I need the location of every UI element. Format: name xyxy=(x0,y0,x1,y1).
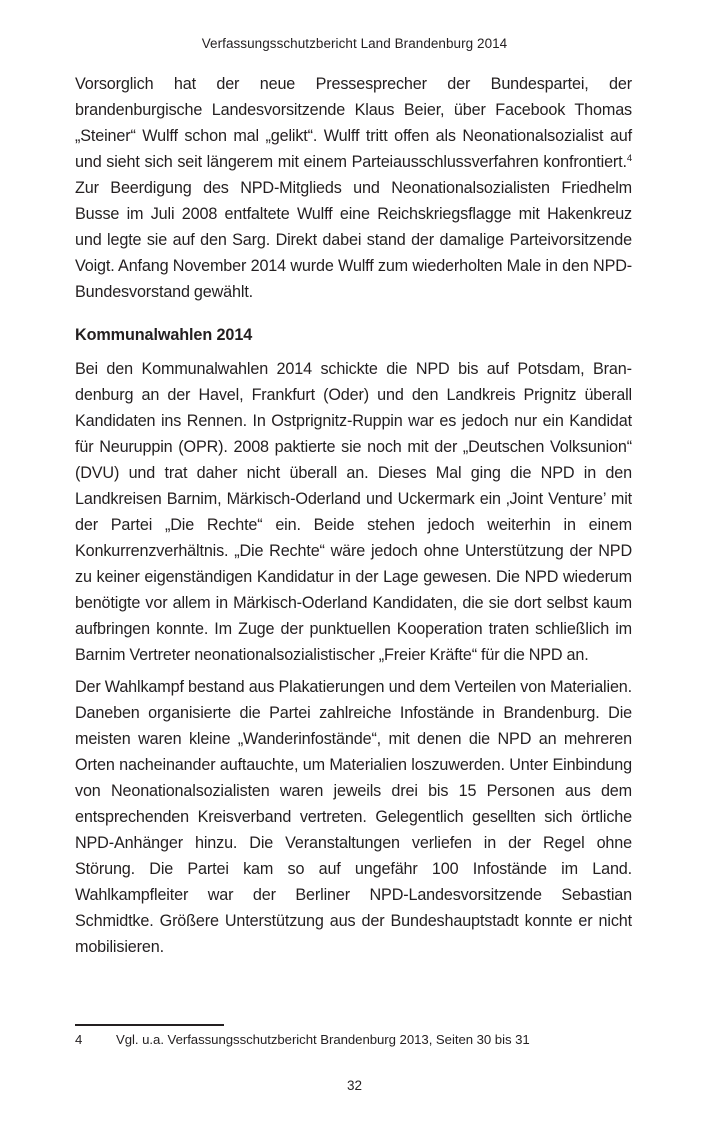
footnote-number: 4 xyxy=(75,1032,83,1047)
footnote xyxy=(75,1031,632,1049)
footnote-text: Vgl. u.a. Verfassungsschutzbericht Brandenburg 2013, Seiten 30 bis 31 xyxy=(116,1032,530,1047)
paragraph-wahlkampf: Der Wahlkampf bestand aus Plakatierungen und dem Verteilen von Materialien. Daneben organisierte die Partei zahlreiche Infostände in Brandenburg. Die meisten waren kleine „Wanderinfostände“, mit denen die NPD an mehreren Orten nacheinander auftauchte, um Materialien loszuwerden. Unter Einbindung von Neonationalsozialisten waren jeweils drei bis 15 Personen aus dem entsprechenden Kreisverband vertreten. Gelegentlich gesellten sich örtliche NPD-Anhänger hinzu. Die Veranstaltungen verliefen in der Regel ohne Störung. Die Partei kam so auf ungefähr 100 Infostände im Land. Wahlkampfleiter war der Berliner NPD-Landesvorsitzende Sebastian Schmidtke. Größere Unterstützung aus der Bundeshauptstadt konnte er nicht mobilisieren. xyxy=(75,678,632,956)
paragraph-wulff xyxy=(75,71,632,305)
paragraph-wulff-part2: Zur Beerdigung des NPD-Mitglieds und Neonationalsozialisten Friedhelm Busse im Juli 2008 entfaltete Wulff eine Reichskriegsflagge mit Hakenkreuz und legte sie auf den Sarg. Direkt dabei stand der damalige Parteivorsitzende Voigt. Anfang November 2014 wurde Wulff zum wiederholten Male in den NPD-Bundesvorstand gewählt. xyxy=(75,179,632,301)
page-number: 32 xyxy=(346,1078,363,1093)
footnote-divider xyxy=(75,1024,224,1026)
paragraph-kommunalwahlen: Bei den Kommunalwahlen 2014 schickte die NPD bis auf Potsdam, Brandenburg an der Havel, Frankfurt (Oder) und den Landkreis Prignitz überall Kandidaten ins Rennen. In Ostprignitz-Ruppin war es jedoch nur ein Kandidat für Neuruppin (OPR). 2008 paktierte sie noch mit der „Deutschen Volksunion“ (DVU) und trat daher nicht überall an. Dieses Mal ging die NPD in den Landkreisen Barnim, Märkisch-Oderland und Uckermark ein ‚Joint Venture’ mit der Partei „Die Rechte“ ein. Beide stehen jedoch weiterhin in einem Konkurrenzverhältnis. „Die Rechte“ wäre jedoch ohne Unterstützung der NPD zu keiner eigenständigen Kandidatur in der Lage gewesen. Die NPD wiederum benötigte vor allem in Märkisch-Oderland Kandidaten, die sie dort selbst kaum aufbringen konnte. Im Zuge der punktuellen Kooperation traten schließlich im Barnim Vertreter neonationalsozialistischer „Freier Kräfte“ für die NPD an. xyxy=(75,360,632,664)
body-text xyxy=(75,71,632,960)
footnote-reference[interactable]: 4 xyxy=(626,153,632,164)
paragraph-wulff-part1: Vorsorglich hat der neue Pressesprecher der Bundespartei, der brandenburgische Landesvorsitzende Klaus Beier, über Facebook Thomas „Steiner“ Wulff schon mal „gelikt“. Wulff tritt offen als Neonationalsozialist auf und sieht sich seit längerem mit einem Parteiausschlussverfahren konfrontiert. xyxy=(75,75,632,171)
running-header: Verfassungsschutzbericht Land Brandenburg 2014 xyxy=(201,36,508,51)
section-heading: Kommunalwahlen 2014 xyxy=(75,326,253,344)
